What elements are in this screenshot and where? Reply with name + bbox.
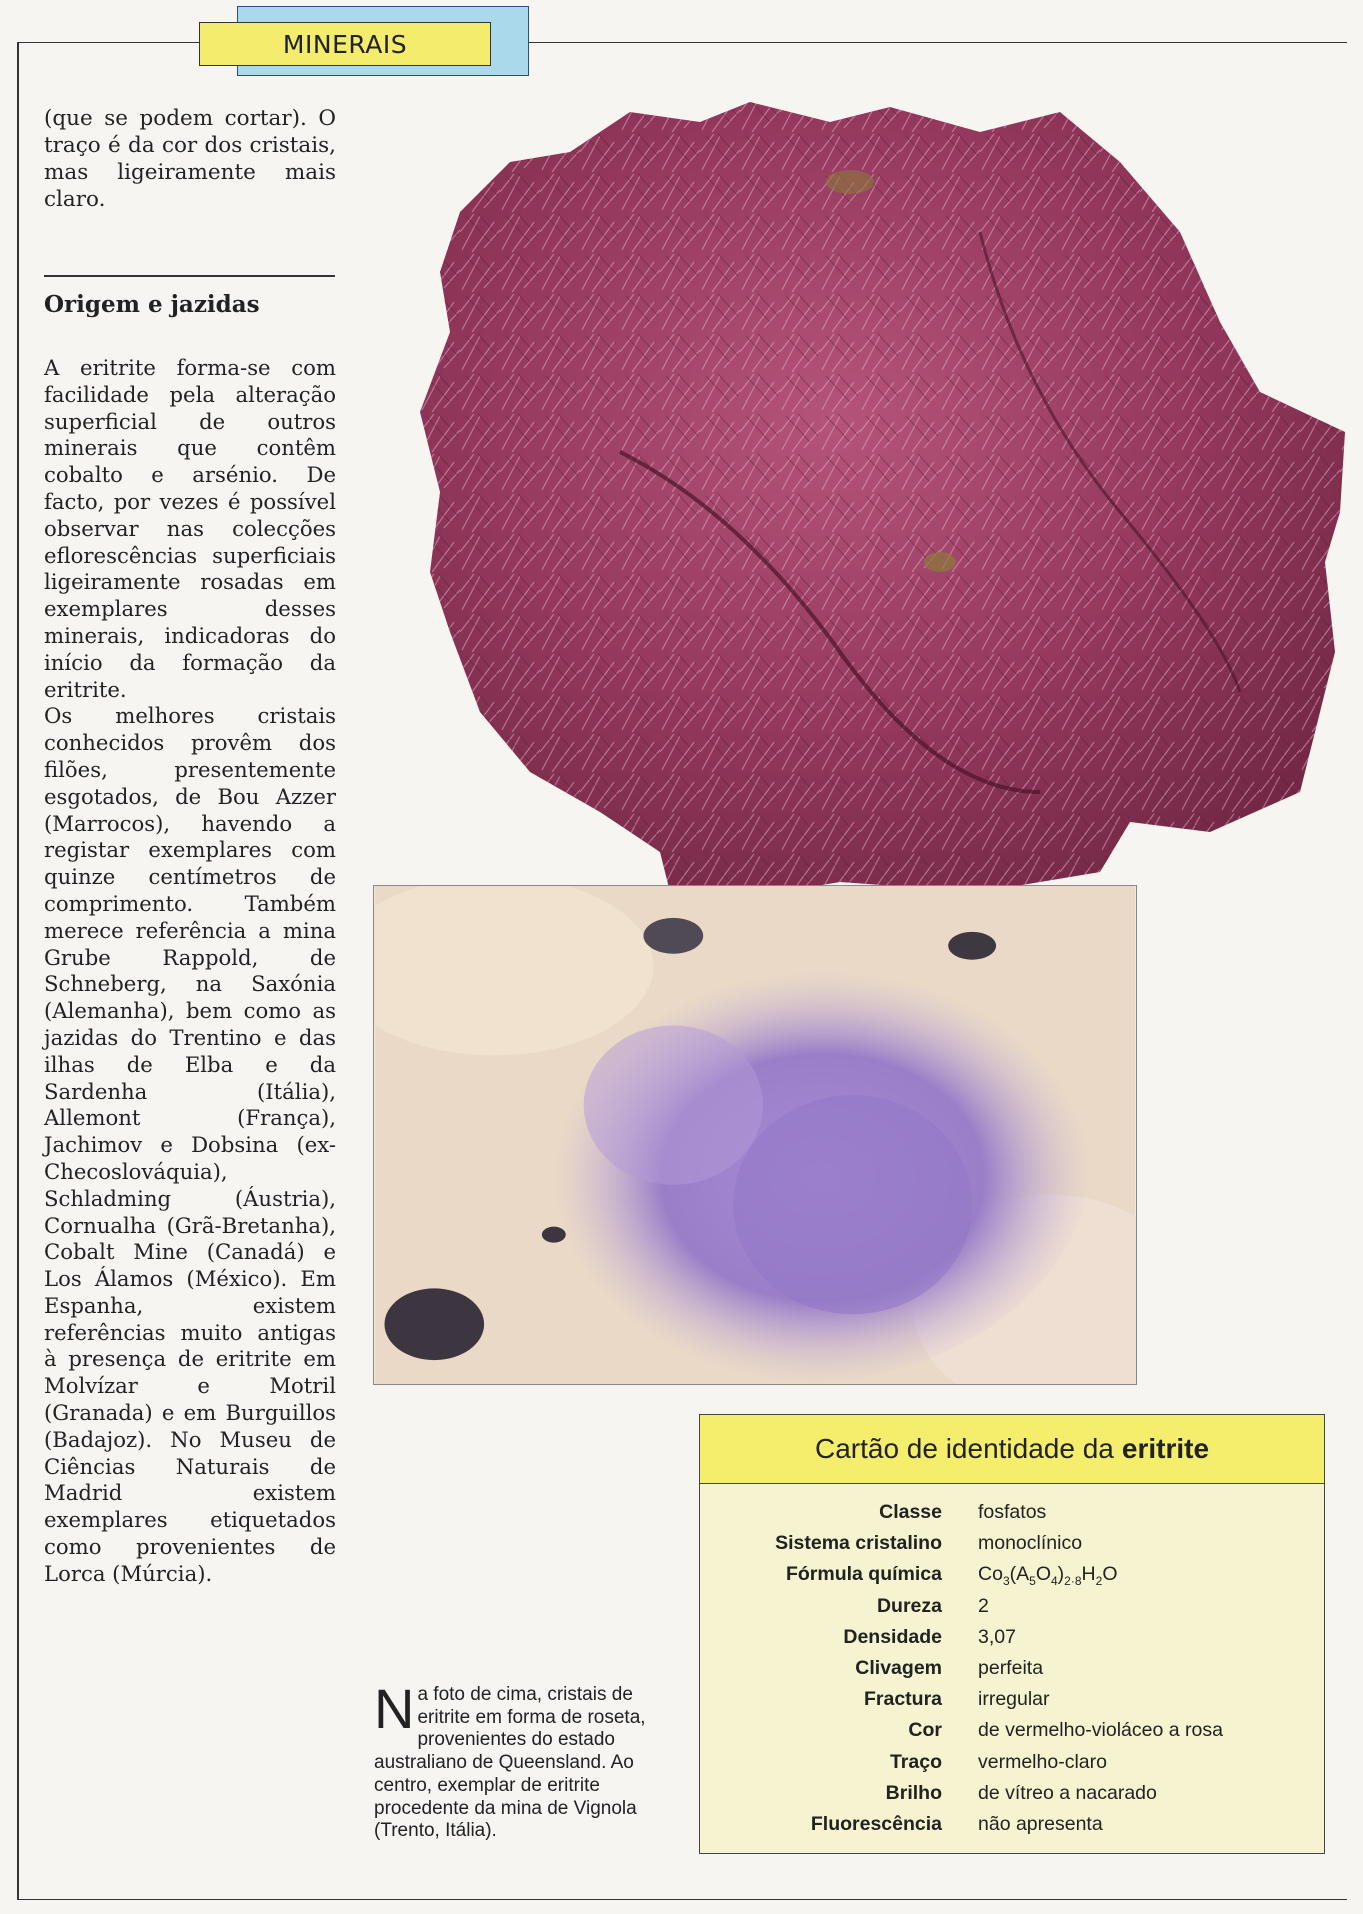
intro-text [44,105,336,213]
card-value: fosfatos [978,1501,1047,1524]
card-label: Brilho [885,1781,942,1804]
caption-text: a foto de cima, cristais de eritrite em forma de roseta, provenientes do estado australiano de Queensland. Ao centro, exemplar de eritrite procedente da mina de Vignola (Trento, Itália). [374,1684,646,1842]
identity-card-table [700,1497,1324,1840]
card-label: Classe [879,1501,942,1524]
card-value: 2 [978,1594,989,1617]
card-row-sistema [700,1528,1324,1559]
identity-card-title [700,1415,1324,1484]
card-label: Fluorescência [810,1812,942,1835]
card-label: Fractura [863,1688,942,1711]
card-row-fractura [700,1684,1324,1715]
section-heading: Origem e jazidas [44,291,260,318]
card-row-dureza [700,1591,1324,1622]
card-value: monoclínico [978,1532,1083,1555]
card-value: vermelho-claro [978,1750,1107,1773]
card-label: Clivagem [855,1657,942,1680]
card-row-densidade [700,1622,1324,1653]
card-title-mineral: eritrite [1121,1433,1210,1464]
mineral-photo-top [420,92,1345,907]
card-row-traco [700,1747,1324,1778]
card-label: Traço [889,1750,942,1773]
intro-paragraph: (que se podem cortar). O traço é da cor dos cristais, mas ligeiramente mais claro. [44,106,336,212]
card-label: Sistema cristalino [775,1532,942,1555]
divider [44,275,335,277]
card-value: 3,07 [978,1625,1016,1648]
card-value: irregular [978,1688,1050,1711]
section-tab: MINERAIS [199,22,491,66]
photo-caption [374,1677,674,1843]
card-label: Fórmula química [785,1563,942,1586]
card-value: perfeita [978,1657,1044,1680]
card-row-fluorescencia [700,1809,1324,1840]
card-value: de vítreo a nacarado [978,1781,1157,1804]
card-row-clivagem [700,1653,1324,1684]
card-row-classe [700,1497,1324,1528]
body-paragraph-1: A eritrite forma-se com facilidade pela alteração superficial de outros minerais que contêm cobalto e arsénio. De facto, por vezes é possível observar nas colecções eflorescências superficiais ligeiramente rosadas em exemplares desses minerais, indicadoras do início da formação da eritrite. [44,355,336,702]
card-label: Dureza [876,1594,942,1617]
card-label: Cor [908,1719,942,1742]
card-value: não apresenta [978,1812,1103,1835]
card-row-formula [700,1559,1324,1590]
card-value-formula: $Co_3(A_5O_4)_{2\cdot 8}H_2O$ [978,1562,1118,1588]
card-row-cor [700,1715,1324,1746]
identity-card [699,1414,1325,1854]
card-value: de vermelho-violáceo a rosa [978,1719,1223,1742]
card-title-prefix: Cartão de identidade da [814,1433,1114,1464]
mineral-photo-middle [373,885,1137,1385]
card-row-brilho [700,1778,1324,1809]
body-paragraph-2: Os melhores cristais conhecidos provêm dos filões, presentemente esgotados, de Bou Azzer (Marrocos), havendo a registar exemplares com quinze centímetros de comprimento. Também merece referência a mina Grube Rappold, de Schneberg, na Saxónia (Alemanha), bem como as jazidas do Trentino e das ilhas de Elba e da Sardenha (Itália), Allemont (França), Jachimov e Dobsina (ex-Checoslováquia), Schladming (Áustria), Cornualha (Grã-Bretanha), Cobalt Mine (Canadá) e Los Álamos (México). Em Espanha, existem referências muito antigas à presença de eritrite em Molvízar e Motril (Granada) e em Burguillos (Badajoz). No Museu de Ciências Naturais de Madrid existem exemplares etiquetados como provenientes de Lorca (Múrcia). [44,703,336,1586]
article-body [44,355,336,1588]
caption-dropcap: N [374,1677,415,1740]
card-label: Densidade [843,1625,942,1648]
